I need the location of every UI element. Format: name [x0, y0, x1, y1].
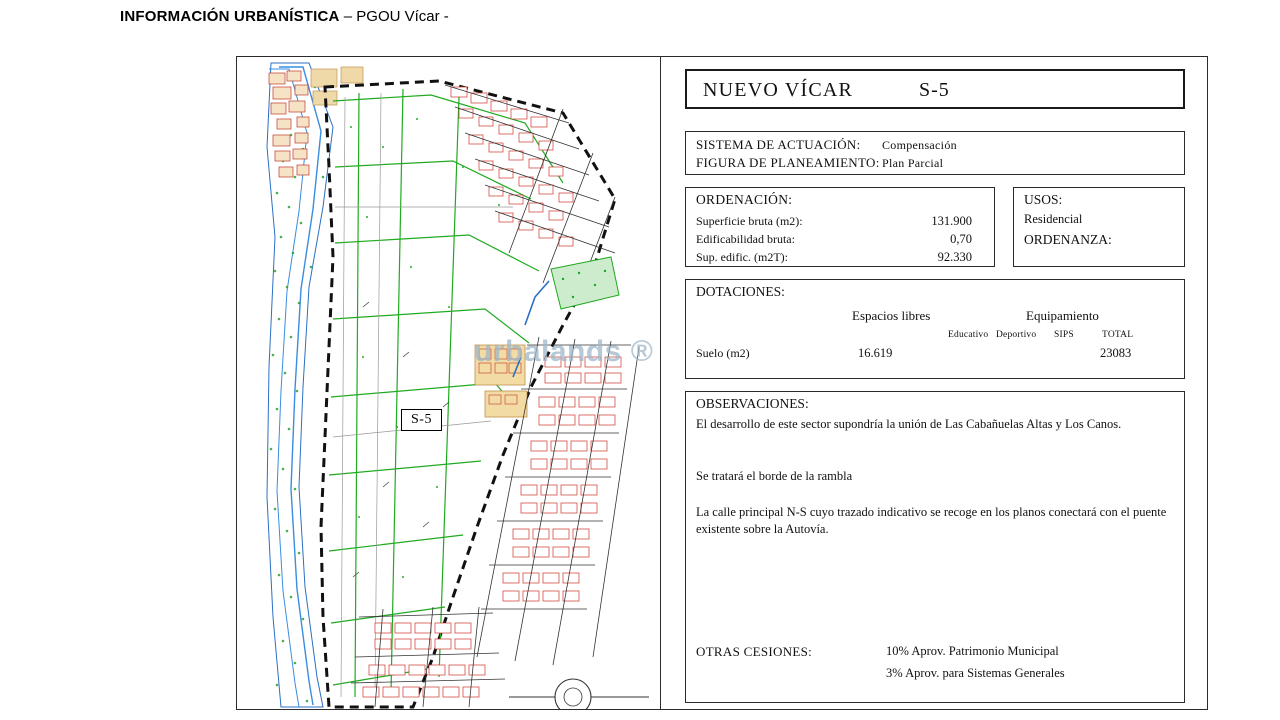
dotaciones-col-equipamiento: Equipamiento — [1026, 308, 1099, 323]
ordenacion-label-0: Superficie bruta (m2): — [696, 214, 803, 228]
ordenacion-label-1: Edificabilidad bruta: — [696, 232, 795, 246]
observaciones-box — [685, 391, 1185, 703]
map-drawing — [263, 57, 661, 709]
dotaciones-sub-sips: SIPS — [1054, 330, 1074, 340]
page-title-sub: – PGOU Vícar - — [343, 8, 449, 25]
observaciones-heading: OBSERVACIONES: — [696, 396, 809, 411]
cesiones-value-1: 10% Aprov. Patrimonio Municipal — [886, 644, 1059, 658]
info-panel — [661, 57, 1208, 709]
ordenacion-value-0: 131.900 — [931, 214, 972, 228]
dotaciones-sub-deportivo: Deportivo — [996, 330, 1037, 340]
usos-box — [1013, 187, 1185, 267]
cesiones-label: OTRAS CESIONES: — [696, 644, 813, 659]
dotaciones-total-value: 23083 — [1100, 346, 1132, 360]
sector-title-box — [685, 69, 1185, 109]
observaciones-paragraph-2: Se tratará el borde de la rambla — [696, 469, 853, 483]
page-title — [120, 8, 449, 25]
actuacion-label: SISTEMA DE ACTUACIÓN: — [696, 137, 861, 152]
system-box — [685, 131, 1185, 175]
ordenacion-heading: ORDENACIÓN: — [696, 192, 793, 207]
map-sector-label: S-5 — [401, 409, 442, 431]
actuacion-value: Compensación — [882, 138, 957, 152]
dotaciones-heading: DOTACIONES: — [696, 284, 785, 299]
dotaciones-col-espacios: Espacios libres — [852, 308, 931, 323]
dotaciones-sub-educativo: Educativo — [948, 330, 989, 340]
page-title-main: INFORMACIÓN URBANÍSTICA — [120, 8, 340, 25]
sector-code: S-5 — [919, 79, 950, 101]
dotaciones-row-label: Suelo (m2) — [696, 346, 750, 360]
cadastral-map-svg — [263, 57, 661, 709]
ordenacion-box — [685, 187, 995, 267]
watermark: urbalands ® — [474, 335, 654, 368]
map-panel — [237, 57, 661, 709]
ordenacion-value-1: 0,70 — [950, 232, 972, 246]
ordenanza-heading: ORDENANZA: — [1024, 232, 1112, 247]
ordenacion-label-2: Sup. edific. (m2T): — [696, 250, 788, 264]
dotaciones-sub-total: TOTAL — [1102, 330, 1134, 340]
ordenacion-value-2: 92.330 — [937, 250, 972, 264]
dotaciones-espacios-value: 16.619 — [858, 346, 893, 360]
usos-heading: USOS: — [1024, 192, 1063, 207]
observaciones-paragraph-3: La calle principal N-S cuyo trazado indicativo se recoge en los planos conectará con el puente existente sobre la Autovía. — [696, 505, 1167, 536]
planeamiento-label: FIGURA DE PLANEAMIENTO: — [696, 155, 880, 170]
sector-name: NUEVO VÍCAR — [703, 79, 854, 101]
urban-info-sheet — [236, 56, 1208, 710]
cesiones-value-2: 3% Aprov. para Sistemas Generales — [886, 666, 1065, 680]
planeamiento-value: Plan Parcial — [882, 156, 944, 170]
observaciones-paragraph-1: El desarrollo de este sector supondría la unión de Las Cabañuelas Altas y Los Canos. — [696, 417, 1122, 431]
usos-value: Residencial — [1024, 212, 1083, 226]
dotaciones-box — [685, 279, 1185, 379]
